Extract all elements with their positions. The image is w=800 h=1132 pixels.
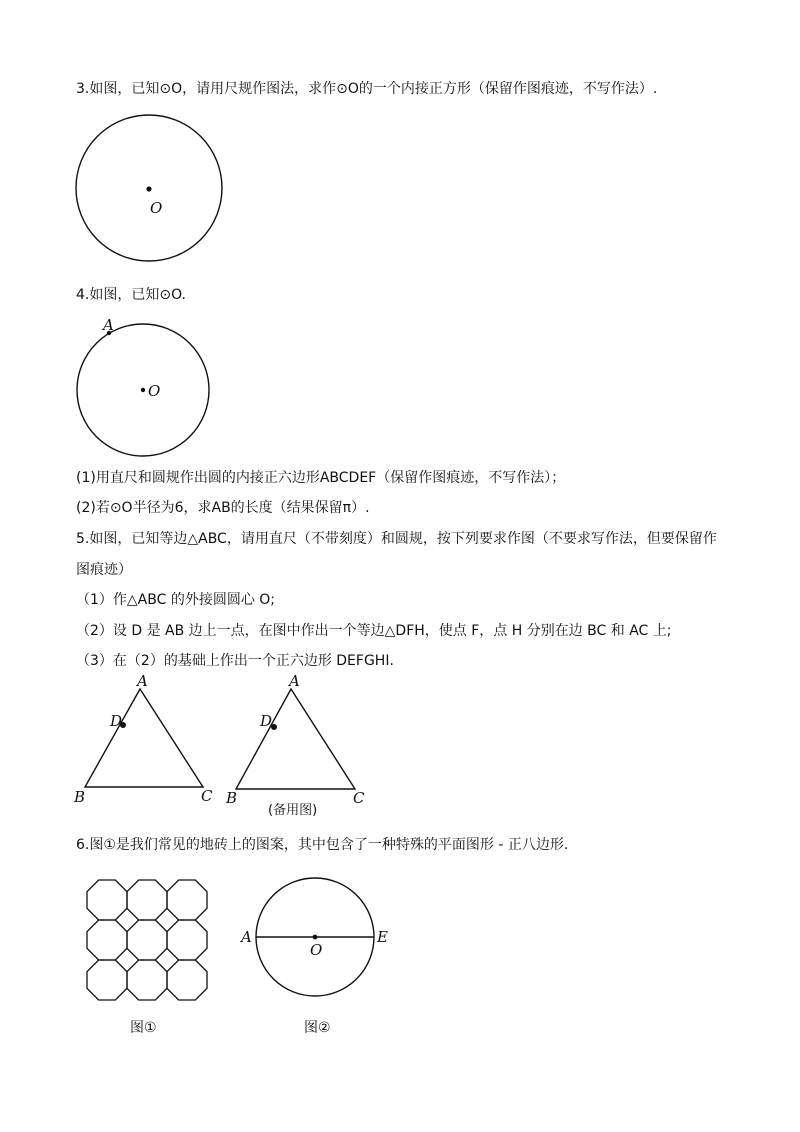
octagon-tile — [127, 880, 167, 920]
q5-item1: （1）作△ABC 的外接圆圆心 O; — [76, 592, 276, 608]
q5-triangle — [85, 689, 203, 787]
q5-spare-label-c: C — [353, 789, 365, 807]
q4-part1: (1)用直尺和圆规作出圆的内接正六边形ABCDEF（保留作图痕迹，不写作法）； — [76, 470, 566, 486]
octagon-tile — [87, 920, 127, 960]
octagon-tile — [167, 960, 207, 1000]
octagon-tile — [167, 880, 207, 920]
q3-text: 3.如图，已知⊙O，请用尺规作图法，求作⊙O的一个内接正方形（保留作图痕迹，不写作法）. — [76, 81, 658, 97]
q5-spare-label-d: D — [260, 712, 273, 730]
q5-label-a: A — [137, 672, 148, 690]
q6-fig2-caption: 图② — [304, 1020, 331, 1036]
octagon-tile — [127, 960, 167, 1000]
q5-spare-triangle-figure — [220, 672, 370, 825]
q5-spare-caption: (备用图) — [268, 803, 318, 818]
octagon-tile — [87, 880, 127, 920]
q3-circle-figure — [70, 110, 230, 270]
q4-point-a-label: A — [103, 316, 114, 334]
q3-center-label: O — [150, 199, 163, 217]
q5-spare-triangle — [236, 689, 355, 789]
q5-item2: （2）设 D 是 AB 边上一点，在图中作出一个等边△DFH，使点 F，点 H 分别在边 BC 和 AC 上; — [76, 623, 672, 639]
q5-line1: 5.如图，已知等边△ABC，请用直尺（不带刻度）和圆规，按下列要求作图（不要求写作法，但要保留作 — [76, 531, 717, 547]
q5-spare-label-a: A — [289, 672, 300, 690]
octagon-tile — [87, 960, 127, 1000]
q5-spare-label-b: B — [226, 789, 238, 807]
q6-fig1-caption: 图① — [130, 1020, 157, 1036]
q4-center-dot — [141, 388, 145, 392]
q6-circle-figure — [235, 868, 395, 1008]
q5-line2: 图痕迹） — [76, 562, 132, 578]
q6-label-o: O — [310, 941, 323, 959]
octagon-tile — [167, 920, 207, 960]
q6-octagon-tiling — [85, 878, 215, 998]
octagon-tile — [127, 920, 167, 960]
q5-triangle-figure — [70, 672, 220, 810]
q4-intro: 4.如图，已知⊙O. — [76, 287, 186, 303]
q5-label-c: C — [201, 787, 213, 805]
q5-label-b: B — [74, 788, 86, 806]
q5-item3: （3）在（2）的基础上作出一个正六边形 DEFGHI. — [76, 653, 394, 669]
q4-circle-figure — [70, 310, 220, 460]
q4-part2: (2)若⊙O半径为6，求AB的长度（结果保留π）. — [76, 500, 370, 516]
q6-label-e: E — [377, 928, 388, 946]
q6-label-a: A — [241, 928, 252, 946]
q5-label-d: D — [110, 712, 123, 730]
q4-center-label: O — [148, 382, 161, 400]
q3-center-dot — [146, 186, 151, 191]
q6-text: 6.图①是我们常见的地砖上的图案，其中包含了一种特殊的平面图形 - 正八边形. — [76, 837, 569, 853]
q6-center-dot — [313, 935, 318, 940]
